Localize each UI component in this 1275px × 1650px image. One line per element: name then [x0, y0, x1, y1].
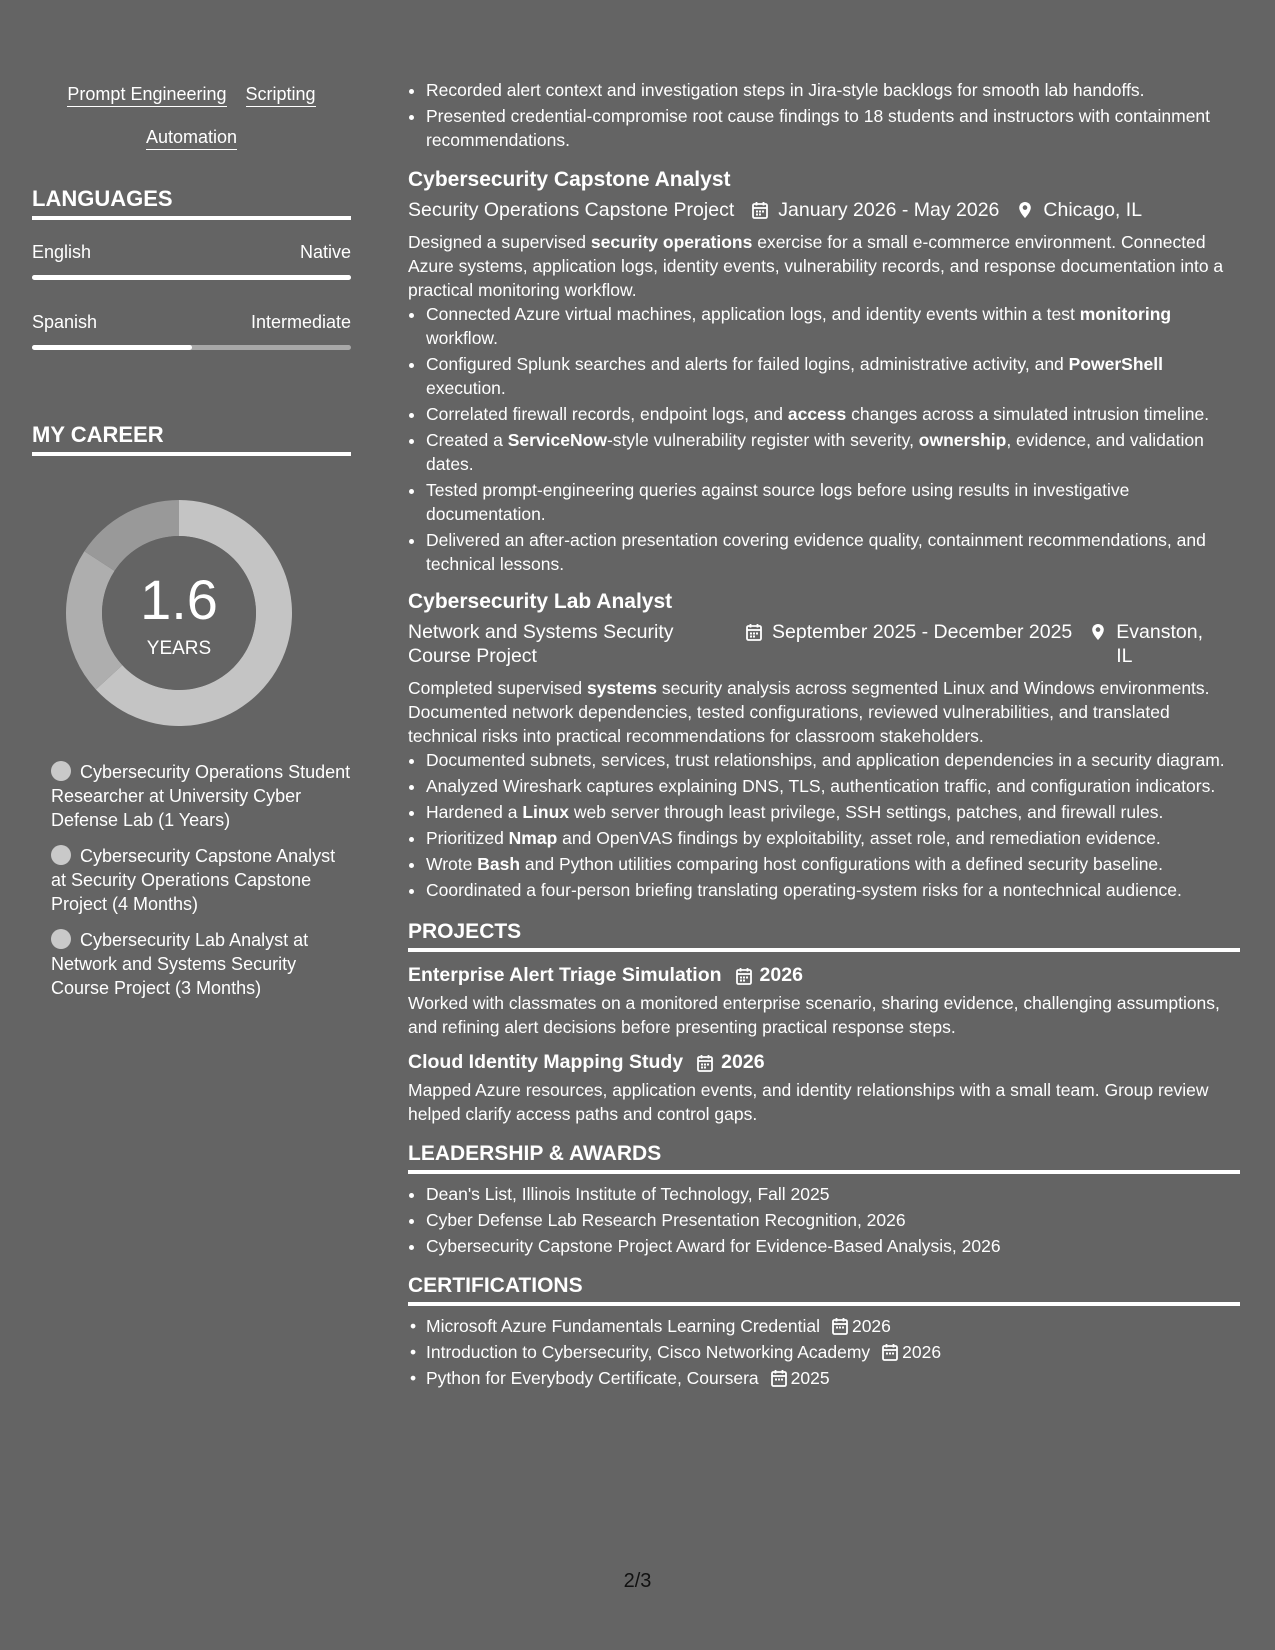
bullet-item: • Tested prompt-engineering queries against source logs before using results in investigative documentation. — [426, 478, 1240, 526]
certification-item — [426, 1314, 1240, 1338]
job-location — [1090, 620, 1210, 668]
bullet-item: • Connected Azure virtual machines, application logs, and identity events within a test monitoring workflow. — [426, 302, 1240, 350]
language-level: Intermediate — [250, 312, 351, 332]
job-dates-text: January 2026 - May 2026 — [778, 199, 1000, 221]
job-dates-text: September 2025 - December 2025 — [772, 621, 1073, 643]
bullet-item: • Hardened a Linux web server through least privilege, SSH settings, patches, and firewall rules. — [426, 800, 1240, 824]
bullet-item: • Correlated firewall records, endpoint logs, and access changes across a simulated intrusion timeline. — [426, 402, 1240, 426]
award-item: • Cyber Defense Lab Research Presentation Recognition, 2026 — [426, 1208, 1240, 1232]
career-legend-item — [51, 760, 351, 832]
skill-tag: Scripting — [246, 83, 316, 107]
calendar-icon — [697, 1054, 713, 1072]
certification-name: • Microsoft Azure Fundamentals Learning Credential — [426, 1316, 820, 1336]
language-bar-fill — [32, 345, 192, 350]
bullet-item: • Wrote Bash and Python utilities comparing host configurations with a defined security baseline. — [426, 852, 1240, 876]
main-content — [408, 78, 1240, 1392]
language-name: Spanish — [32, 312, 98, 332]
language-level: Native — [299, 242, 351, 262]
skill-tag: Automation — [146, 126, 237, 150]
languages-heading: LANGUAGES — [32, 186, 351, 220]
bullet-item: • Configured Splunk searches and alerts for failed logins, administrative activity, and PowerShell execution. — [426, 352, 1240, 400]
career-heading: MY CAREER — [32, 422, 351, 456]
calendar-icon — [736, 967, 752, 985]
job-location-text: Evanston, IL — [1116, 621, 1203, 667]
certification-item — [426, 1366, 1240, 1390]
certification-name: • Introduction to Cybersecurity, Cisco Networking Academy — [426, 1342, 871, 1362]
career-total: 1.6 — [140, 568, 218, 631]
project-description: Worked with classmates on a monitored enterprise scenario, sharing evidence, challenging assumptions, and refining alert decisions before presenting practical response steps. — [408, 993, 1220, 1037]
language-bar — [32, 275, 351, 280]
calendar-icon — [771, 1369, 787, 1387]
bullet-item: • Analyzed Wireshark captures explaining DNS, TLS, authentication traffic, and configuration indicators. — [426, 774, 1240, 798]
bullet-item: • Created a ServiceNow-style vulnerability register with severity, ownership, evidence, and validation dates. — [426, 428, 1240, 476]
page-number: 2/3 — [623, 1570, 652, 1592]
project-description: Mapped Azure resources, application events, and identity relationships with a small team. Group review helped clarify access paths and control gaps. — [408, 1080, 1209, 1124]
job-dates — [746, 620, 1072, 668]
projects-heading: PROJECTS — [408, 920, 1240, 952]
awards-heading: LEADERSHIP & AWARDS — [408, 1142, 1240, 1174]
location-pin-icon — [1017, 201, 1033, 219]
project-year: 2026 — [721, 1051, 765, 1073]
language-item — [32, 312, 351, 350]
job-meta — [408, 198, 1240, 222]
job-title: Cybersecurity Capstone Analyst — [408, 168, 731, 191]
legend-dot — [51, 845, 71, 865]
bullet-item: • Delivered an after-action presentation covering evidence quality, containment recommendations, and technical lessons. — [426, 528, 1240, 576]
skill-tag: Prompt Engineering — [67, 83, 226, 107]
sidebar — [32, 80, 351, 1012]
legend-dot — [51, 761, 71, 781]
bullet-item: • Recorded alert context and investigation steps in Jira-style backlogs for smooth lab handoffs. — [426, 78, 1240, 102]
career-donut — [66, 500, 292, 726]
project-name: Enterprise Alert Triage Simulation — [408, 964, 722, 986]
language-bar-fill — [32, 275, 351, 280]
career-legend — [32, 760, 351, 1000]
award-item: • Cybersecurity Capstone Project Award for Evidence-Based Analysis, 2026 — [426, 1234, 1240, 1258]
certification-item — [426, 1340, 1240, 1364]
prev-job-bullets — [408, 78, 1240, 152]
job-dates — [752, 198, 999, 222]
job-meta — [408, 620, 1240, 668]
bullet-item: • Presented credential-compromise root cause findings to 18 students and instructors with containment recommendations. — [426, 104, 1240, 152]
career-legend-label: Cybersecurity Operations Student Researcher at University Cyber Defense Lab (1 Years) — [51, 762, 351, 830]
awards-list — [408, 1182, 1240, 1258]
bullet-item: • Prioritized Nmap and OpenVAS findings by exploitability, asset role, and remediation evidence. — [426, 826, 1240, 850]
job-description: Completed supervised systems security analysis across segmented Linux and Windows environments. Documented network dependencies, tested configurations, reviewed vulnerabilities, and translated technical risks into practical recommendations for classroom stakeholders. — [408, 678, 1210, 746]
language-name: English — [32, 242, 92, 262]
job-title: Cybersecurity Lab Analyst — [408, 590, 673, 613]
job-bullets — [408, 302, 1240, 576]
career-legend-label: Cybersecurity Capstone Analyst at Security Operations Capstone Project (4 Months) — [51, 846, 336, 914]
certification-year: 2025 — [790, 1368, 830, 1388]
calendar-icon — [832, 1317, 848, 1335]
career-legend-item — [51, 928, 351, 1000]
bullet-item: • Coordinated a four-person briefing translating operating-system risks for a nontechnical audience. — [426, 878, 1240, 902]
project-year: 2026 — [759, 964, 803, 986]
language-item — [32, 242, 351, 280]
career-unit: YEARS — [146, 638, 212, 659]
certification-name: • Python for Everybody Certificate, Coursera — [426, 1368, 759, 1388]
career-legend-item — [51, 844, 351, 916]
certification-year: 2026 — [851, 1316, 891, 1336]
language-bar — [32, 345, 351, 350]
career-legend-label: Cybersecurity Lab Analyst at Network and Systems Security Course Project (3 Months) — [51, 930, 309, 998]
certifications-heading: CERTIFICATIONS — [408, 1274, 1240, 1306]
award-item: • Dean's List, Illinois Institute of Technology, Fall 2025 — [426, 1182, 1240, 1206]
project-name: Cloud Identity Mapping Study — [408, 1051, 684, 1073]
project-title — [408, 964, 1240, 987]
calendar-icon — [746, 623, 762, 641]
bullet-item: • Documented subnets, services, trust relationships, and application dependencies in a security diagram. — [426, 748, 1240, 772]
job-org: Network and Systems Security Course Project — [408, 621, 674, 667]
calendar-icon — [752, 201, 768, 219]
job-bullets — [408, 748, 1240, 902]
job-location — [1017, 198, 1142, 222]
location-pin-icon — [1090, 623, 1106, 641]
calendar-icon — [882, 1343, 898, 1361]
job-org: Security Operations Capstone Project — [408, 199, 735, 221]
job-description: Designed a supervised security operations exercise for a small e-commerce environment. Connected Azure systems, application logs, identity events, vulnerability records, and response documentation into a practical monitoring workflow. — [408, 232, 1224, 300]
skills-list — [32, 80, 351, 166]
job-location-text: Chicago, IL — [1043, 199, 1143, 221]
certification-year: 2026 — [902, 1342, 942, 1362]
legend-dot — [51, 929, 71, 949]
project-title — [408, 1051, 1240, 1074]
certifications-list — [408, 1314, 1240, 1390]
